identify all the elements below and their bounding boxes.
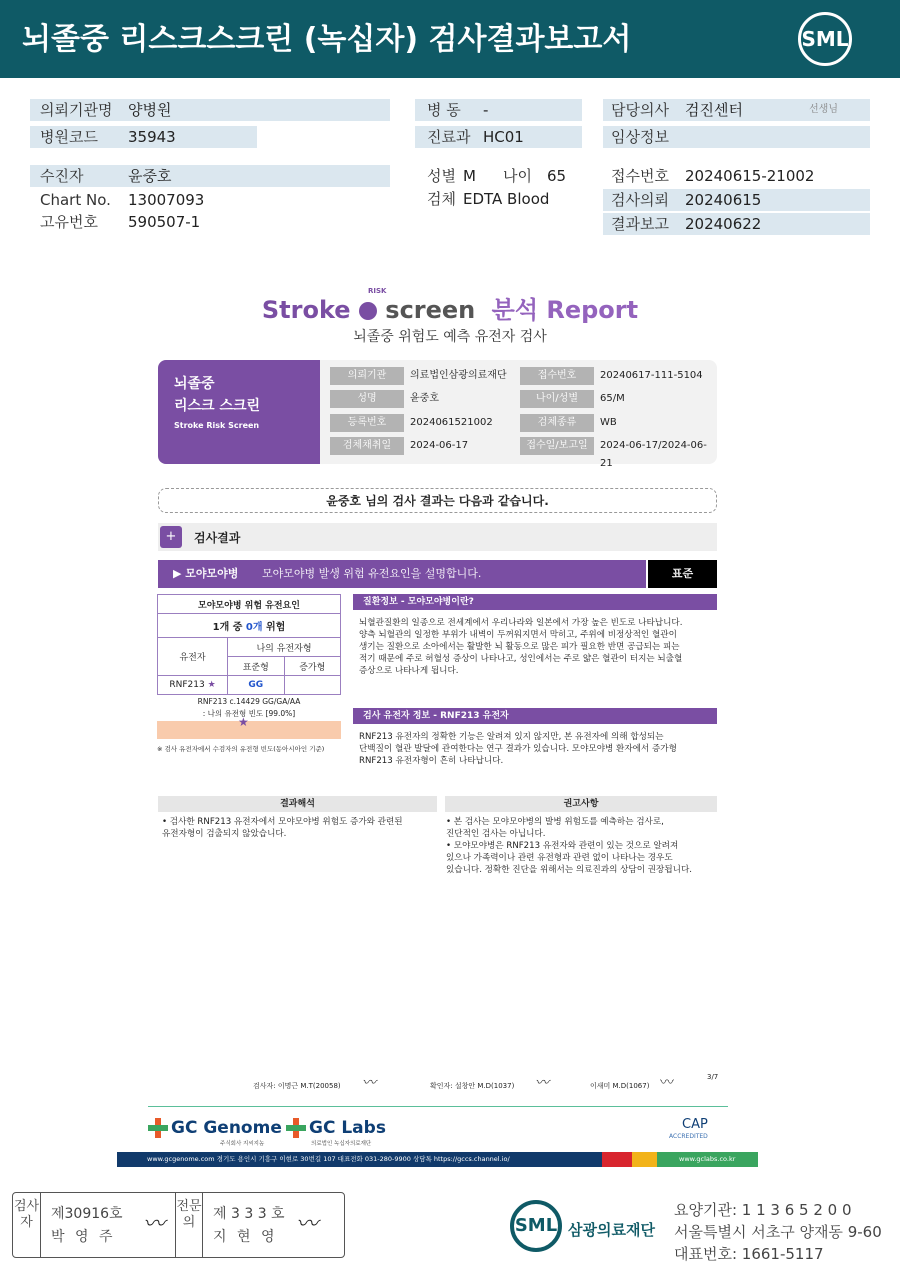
gene-line: RNF213 유전자형이 흔히 나타납니다. <box>359 756 504 766</box>
page-number: 3/7 <box>707 1073 719 1081</box>
field-label: 의뢰기관 <box>330 367 404 385</box>
field-label: 등록번호 <box>330 414 404 432</box>
sex-value: M <box>463 167 476 185</box>
request-label: 검사의뢰 <box>611 191 669 209</box>
freq-text: : 나의 유전형 빈도 [99.0%] <box>202 709 296 718</box>
request-value: 20240615 <box>685 191 762 209</box>
ward-label: 병 동 <box>427 101 461 119</box>
footer-red <box>602 1152 632 1167</box>
info-line: 증상으로 나타나게 됩니다. <box>359 666 459 676</box>
specimen-row <box>415 188 595 210</box>
sml-bottom-logo: SML <box>510 1200 562 1252</box>
specimen-value: EDTA Blood <box>463 190 550 208</box>
stamp-right-l1: 제 3 3 3 호 <box>213 1206 285 1222</box>
gc-cross-icon <box>148 1118 168 1138</box>
info-header: 질환정보 - 모야모야병이란? <box>353 594 717 610</box>
title-report: 분석 Report <box>491 296 639 324</box>
risk-count <box>158 614 341 638</box>
chart-row <box>30 189 390 211</box>
result-line: • 검사한 RNF213 유전자에서 모야모야병 위험도 증가와 관련된 <box>162 817 403 827</box>
info-line: 생기는 질환으로 소아에서는 활발한 뇌 활동으로 많은 피가 필요한 반면 공급되는 피는 <box>359 642 680 652</box>
field-value: 의료법인삼광의료재단 <box>410 370 507 381</box>
advice-line: • 모야모야병은 RNF213 유전자와 관련이 있는 것으로 알려져 <box>446 841 679 851</box>
stamp-signature-2: 〰 <box>296 1212 319 1237</box>
frequency-bar <box>157 715 341 739</box>
gc-labs-logo: GC Labs <box>309 1118 386 1138</box>
result-body <box>162 816 437 840</box>
gene-line: 단백질이 혈관 발달에 관여한다는 연구 결과가 있습니다. 모야모야병 환자에서 증가형 <box>359 744 677 754</box>
ward-value: - <box>483 101 489 119</box>
result-line: 유전자형이 검출되지 않았습니다. <box>162 829 287 839</box>
field-value: 65/M <box>600 393 625 404</box>
gene-name: RNF213 <box>169 680 205 690</box>
receipt-value: 20240615-21002 <box>685 167 815 185</box>
card-fields <box>320 360 717 469</box>
stroke-screen-title <box>0 290 900 325</box>
card-title-1: 뇌졸중 <box>174 376 215 392</box>
sex-age-row <box>415 165 595 187</box>
gene-header: 검사 유전자 정보 - RNF213 유전자 <box>353 708 717 724</box>
result-header: 결과해석 <box>158 796 437 812</box>
age-label: 나이 <box>503 167 532 185</box>
sml-brand-name: 삼광의료재단 <box>568 1221 655 1239</box>
section-header <box>158 523 717 551</box>
disease-bar <box>158 560 646 588</box>
info-body <box>359 617 717 677</box>
stroke-card <box>158 360 320 464</box>
stamp-left-head: 검사자 <box>13 1193 41 1257</box>
doctor-row <box>603 99 870 121</box>
gene-line: RNF213 유전자의 정확한 기능은 알려져 있지 않지만, 본 유전자에 의해 합성되는 <box>359 732 664 742</box>
phone: 대표번호: 1661-5117 <box>674 1245 824 1263</box>
id-row <box>30 211 390 233</box>
field-value: WB <box>600 417 617 428</box>
gene-cell <box>158 676 228 695</box>
gene-std: GG <box>228 676 285 695</box>
code-row <box>30 126 257 148</box>
signer-3: 이새미 M.D(1067) <box>590 1082 650 1090</box>
advice-line: 있으나 가족력이나 관련 유전형과 관련 없이 나타나는 경우도 <box>446 853 673 863</box>
count-num: 0개 <box>245 622 263 633</box>
id-value: 590507-1 <box>128 213 201 231</box>
field-value: 20240617-111-5104 <box>600 370 703 381</box>
info-line: 양측 뇌혈관의 일정한 부위가 내벽이 두꺼워지면서 막히고, 주위에 비정상적인 혈관이 <box>359 630 677 640</box>
stamp-left-l2: 박 영 주 <box>51 1229 116 1245</box>
signer-1: 검사자: 이명근 M.T(20058) <box>253 1082 341 1090</box>
advice-line: 진단적인 검사는 아닙니다. <box>446 829 546 839</box>
section-title: 검사결과 <box>194 531 241 545</box>
card-title-2: 리스크 스크린 <box>174 398 261 414</box>
count-post: 위험 <box>266 622 286 633</box>
report-subtitle: 뇌졸중 위험도 예측 유전자 검사 <box>353 329 547 345</box>
gc-footer-url: www.gclabs.co.kr <box>679 1155 736 1163</box>
stamp-signature-1: 〰 <box>143 1212 166 1237</box>
field-label: 성명 <box>330 390 404 408</box>
field-label: 검체종류 <box>520 414 594 432</box>
clinical-row <box>603 126 870 148</box>
disease-name: ▶ 모야모야병 <box>173 567 239 580</box>
genotype-table <box>157 594 341 695</box>
signature-2: 〰 <box>535 1075 549 1091</box>
name-row <box>30 165 390 187</box>
name-label: 수진자 <box>40 167 84 185</box>
report-date-value: 20240622 <box>685 215 762 233</box>
doctor-label: 담당의사 <box>611 101 669 119</box>
dept-value: HC01 <box>483 128 524 146</box>
clinical-label: 임상정보 <box>611 128 669 146</box>
signature-3: 〰 <box>660 1075 674 1091</box>
field-label: 접수번호 <box>520 367 594 385</box>
code-value: 35943 <box>128 128 176 146</box>
stamp-left-l1: 제30916호 <box>51 1206 123 1222</box>
chart-value: 13007093 <box>128 191 205 209</box>
code-label: 병원코드 <box>40 128 98 146</box>
star-icon: ★ <box>207 680 216 690</box>
field-value: 윤중호 <box>410 393 439 404</box>
receipt-row <box>603 165 870 187</box>
risk-tag: RISK <box>368 287 387 295</box>
advice-header: 권고사항 <box>445 796 717 812</box>
result-notice: 윤중호 님의 검사 결과는 다음과 같습니다. <box>158 488 717 513</box>
advice-body <box>446 816 717 876</box>
field-label: 검체채취일 <box>330 437 404 455</box>
col-risk: 증가형 <box>284 657 341 676</box>
address: 서울특별시 서초구 양재동 9-60 <box>674 1223 882 1241</box>
card-sub: Stroke Risk Screen <box>174 421 260 430</box>
gc-labs-sub: 의료법인 녹십자의료재단 <box>311 1141 372 1147</box>
stamp-right-l2: 지 현 영 <box>213 1229 278 1245</box>
divider <box>148 1106 728 1107</box>
folder-icon: + <box>160 526 182 548</box>
table-title: 모야모야병 위험 유전요인 <box>158 595 341 614</box>
sex-label: 성별 <box>427 167 456 185</box>
frequency-star-icon: ★ <box>238 715 249 729</box>
col-std: 표준형 <box>228 657 285 676</box>
info-line: 뇌혈관질환의 일종으로 전세계에서 우리나라와 일본에서 가장 높은 빈도로 나타납니다. <box>359 618 683 628</box>
gc-cross-icon <box>286 1118 306 1138</box>
col-my: 나의 유전자형 <box>228 638 341 657</box>
gene-risk <box>284 676 341 695</box>
gc-genome-sub: 주식회사 지씨지놈 <box>220 1141 265 1147</box>
field-value: 2024-06-17/2024-06-21 <box>600 440 707 469</box>
target-icon <box>359 302 377 320</box>
field-value: 2024061521002 <box>410 417 493 428</box>
advice-line: 있습니다. 정확한 진단을 위해서는 의료진과의 상담이 권장됩니다. <box>446 865 692 875</box>
report-date-row <box>603 213 870 235</box>
cap-logo: CAP <box>682 1117 708 1132</box>
disease-desc: 모야모야병 발생 위험 유전요인을 설명합니다. <box>262 567 482 580</box>
field-label: 나이/성별 <box>520 390 594 408</box>
gc-footer-bar <box>117 1152 758 1167</box>
gc-genome-logo: GC Genome <box>171 1118 282 1138</box>
signature-1: 〰 <box>362 1075 376 1091</box>
request-row <box>603 189 870 211</box>
ward-row <box>415 99 582 121</box>
doctor-value: 검진센터 <box>685 101 743 119</box>
standard-badge: 표준 <box>648 560 717 588</box>
count-pre: 1개 중 <box>212 622 243 633</box>
cap-sub: ACCREDITED <box>669 1133 708 1140</box>
dept-row <box>415 126 582 148</box>
dept-label: 진료과 <box>427 128 471 146</box>
doctor-suffix: 선생님 <box>809 104 838 115</box>
variant-text: RNF213 c.14429 GG/GA/AA <box>197 697 301 706</box>
institution-number: 요양기관: 1 1 3 6 5 2 0 0 <box>674 1201 852 1219</box>
title-stroke: Stroke <box>261 296 351 324</box>
field-value: 2024-06-17 <box>410 440 469 451</box>
signature-stamp <box>12 1192 345 1258</box>
col-gene: 유전자 <box>158 638 228 676</box>
age-value: 65 <box>547 167 567 185</box>
title-screen: screen <box>385 296 476 324</box>
gc-footer-text: www.gcgenome.com 경기도 용인시 기흥구 이현로 30번길 107 대표전화 031-280-9900 상담톡 https://gccs.channel.io/ <box>147 1155 510 1163</box>
info-line: 적기 때문에 주로 허혈성 증상이 나타나고, 성인에서는 주로 얇은 혈관이 터지는 뇌출혈 <box>359 654 683 664</box>
hospital-value: 양병원 <box>128 101 172 119</box>
report-title: 뇌졸중 리스크스크린 (녹십자) 검사결과보고서 <box>22 22 632 57</box>
signer-2: 확인자: 설창안 M.D(1037) <box>430 1082 515 1090</box>
stamp-right-head: 전문의 <box>175 1193 203 1257</box>
hospital-label: 의뢰기관명 <box>40 101 113 119</box>
id-label: 고유번호 <box>40 213 98 231</box>
sml-logo: SML <box>798 12 852 66</box>
name-value: 윤중호 <box>128 167 172 185</box>
specimen-label: 검체 <box>427 190 456 208</box>
field-label: 접수일/보고일 <box>520 437 594 455</box>
advice-line: • 본 검사는 모야모야병의 발병 위험도를 예측하는 검사로, <box>446 817 664 827</box>
chart-label: Chart No. <box>40 191 111 209</box>
gene-body <box>359 731 717 767</box>
receipt-label: 접수번호 <box>611 167 669 185</box>
report-date-label: 결과보고 <box>611 215 669 233</box>
footnote: ※ 검사 유전자에서 수검자의 유전형 빈도(동아시아인 기준) <box>157 745 325 753</box>
hospital-row <box>30 99 390 121</box>
